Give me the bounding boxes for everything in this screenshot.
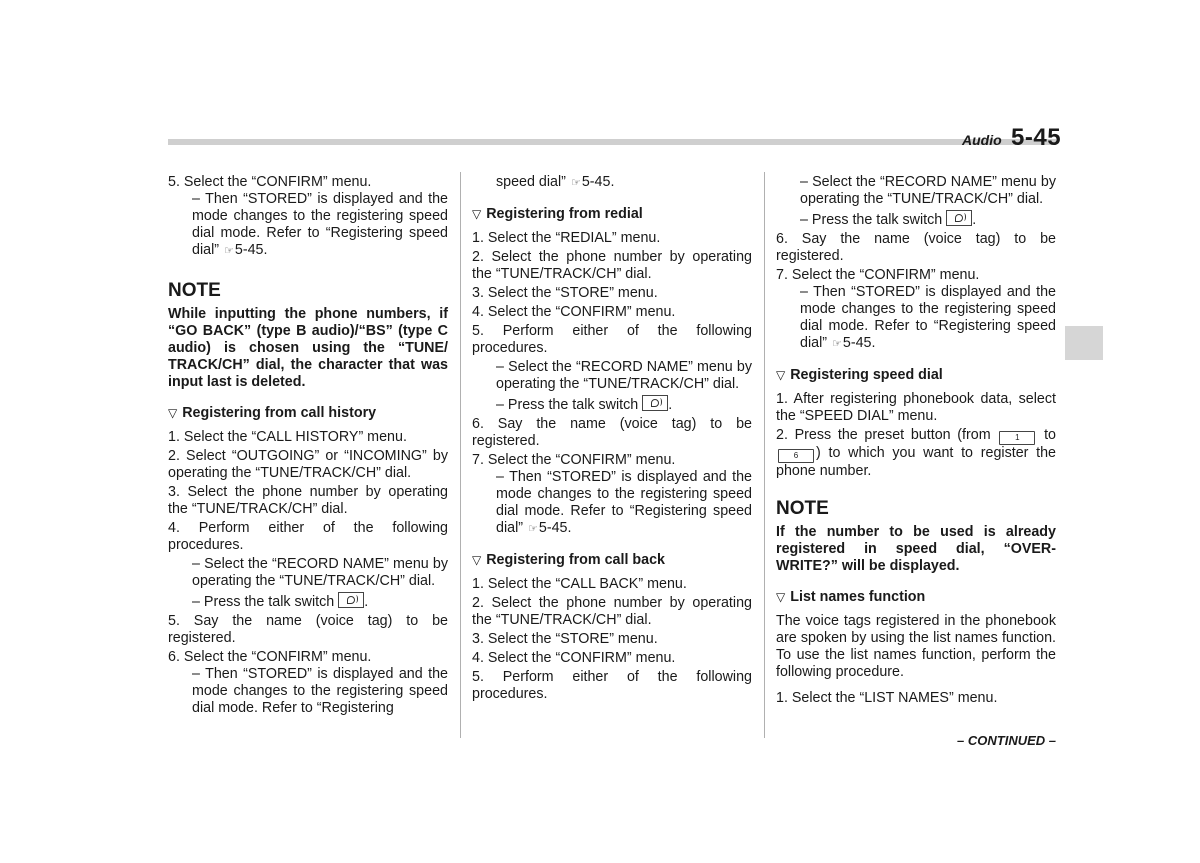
column-1: [168, 174, 448, 717]
redial-step-7: 7. Select the “CONFIRM” menu.: [472, 452, 676, 468]
call-history-step-4-option-b: – Press the talk switch .: [192, 594, 369, 610]
header-rule: [168, 139, 1056, 145]
note-title: NOTE: [776, 498, 829, 519]
step-6: 6. Say the name (voice tag) to be registered.: [776, 231, 1056, 264]
note-text: While inputting the phone numbers, if “GO BACK” (type B audio)/“BS” (type C audio) is chosen using the “TUNE/ TRACK/CH” dial, the character that was input last is deleted.: [168, 306, 448, 390]
note-title: NOTE: [168, 280, 221, 301]
redial-step-7-detail: – Then “STORED” is displayed and the mode changes to the registering speed dial mode. Refer to “Registering speed dial” ☞5-45.: [496, 469, 752, 536]
list-names-description: The voice tags registered in the phonebook are spoken by using the list names function. To use the list names function, perform the following procedure.: [776, 613, 1056, 680]
preset-button-6-icon: 6: [778, 449, 814, 463]
continued-label: – CONTINUED –: [957, 733, 1056, 748]
talk-switch-icon: [642, 395, 668, 411]
call-back-step-4: 4. Select the “CONFIRM” menu.: [472, 650, 676, 666]
triangle-icon: ▽: [776, 368, 786, 382]
page-ref-icon: ☞: [528, 523, 538, 535]
triangle-icon: ▽: [472, 207, 482, 221]
section-side-tab: [1065, 326, 1103, 360]
call-history-step-4: 4. Perform either of the following procedures.: [168, 520, 448, 553]
page-ref-icon: ☞: [224, 245, 234, 257]
talk-switch-icon: [338, 592, 364, 608]
call-back-step-3: 3. Select the “STORE” menu.: [472, 631, 658, 647]
step-5: 5. Select the “CONFIRM” menu.: [168, 174, 372, 190]
call-back-step-1: 1. Select the “CALL BACK” menu.: [472, 576, 687, 592]
call-back-step-5: 5. Perform either of the following procedures.: [472, 669, 752, 702]
triangle-icon: ▽: [472, 553, 482, 567]
column-2: [472, 174, 752, 703]
call-history-step-1: 1. Select the “CALL HISTORY” menu.: [168, 429, 407, 445]
preset-button-1-icon: 1: [999, 431, 1035, 445]
call-history-step-4-option-a: – Select the “RECORD NAME” menu by operating the “TUNE/TRACK/CH” dial.: [192, 556, 448, 589]
redial-step-4: 4. Select the “CONFIRM” menu.: [472, 304, 676, 320]
speed-dial-step-1: 1. After registering phonebook data, select the “SPEED DIAL” menu.: [776, 391, 1056, 424]
step-7: 7. Select the “CONFIRM” menu.: [776, 267, 980, 283]
column-divider-2: [764, 172, 765, 738]
redial-step-1: 1. Select the “REDIAL” menu.: [472, 230, 661, 246]
heading-call-back: ▽ Registering from call back: [472, 552, 666, 568]
heading-speed-dial: ▽ Registering speed dial: [776, 367, 943, 383]
call-history-step-6-detail: – Then “STORED” is displayed and the mode changes to the registering speed dial mode. Refer to “Registering: [192, 666, 448, 716]
heading-list-names: ▽ List names function: [776, 589, 926, 605]
call-history-step-5: 5. Say the name (voice tag) to be registered.: [168, 613, 448, 646]
step-5-detail: – Then “STORED” is displayed and the mode changes to the registering speed dial mode. Refer to “Registering speed dial” ☞5-45.: [192, 191, 448, 258]
step-5-option-b: – Press the talk switch .: [800, 212, 977, 228]
redial-step-5-option-b: – Press the talk switch .: [496, 397, 673, 413]
note-text: If the number to be used is already registered in speed dial, “OVER-WRITE?” will be displayed.: [776, 524, 1056, 574]
redial-step-3: 3. Select the “STORE” menu.: [472, 285, 658, 301]
speed-dial-step-2: 2. Press the preset button (from 1 to 6 ) to which you want to register the phone number.: [776, 427, 1056, 479]
call-history-step-3: 3. Select the phone number by operating the “TUNE/TRACK/CH” dial.: [168, 484, 448, 517]
page-number: 5-45: [1011, 124, 1062, 151]
step-5-option-a: – Select the “RECORD NAME” menu by operating the “TUNE/TRACK/CH” dial.: [800, 174, 1056, 207]
call-history-step-6: 6. Select the “CONFIRM” menu.: [168, 649, 372, 665]
call-back-step-2: 2. Select the phone number by operating the “TUNE/TRACK/CH” dial.: [472, 595, 752, 628]
triangle-icon: ▽: [168, 406, 178, 420]
continued-ref: speed dial” ☞5-45.: [496, 174, 615, 190]
step-7-detail: – Then “STORED” is displayed and the mode changes to the registering speed dial mode. Refer to “Registering speed dial” ☞5-45.: [800, 284, 1056, 351]
talk-switch-icon: [946, 210, 972, 226]
page-ref-icon: ☞: [570, 177, 581, 189]
redial-step-6: 6. Say the name (voice tag) to be registered.: [472, 416, 752, 449]
redial-step-5: 5. Perform either of the following procedures.: [472, 323, 752, 356]
column-divider-1: [460, 172, 461, 738]
redial-step-2: 2. Select the phone number by operating the “TUNE/TRACK/CH” dial.: [472, 249, 752, 282]
heading-redial: ▽ Registering from redial: [472, 206, 643, 222]
redial-step-5-option-a: – Select the “RECORD NAME” menu by operating the “TUNE/TRACK/CH” dial.: [496, 359, 752, 392]
list-names-step-1: 1. Select the “LIST NAMES” menu.: [776, 690, 998, 706]
page-ref-icon: ☞: [832, 338, 842, 350]
call-history-step-2: 2. Select “OUTGOING” or “INCOMING” by operating the “TUNE/TRACK/CH” dial.: [168, 448, 448, 481]
heading-call-history: ▽ Registering from call history: [168, 405, 377, 421]
column-3: [776, 174, 1056, 707]
section-title: Audio: [962, 132, 1002, 148]
triangle-icon: ▽: [776, 590, 786, 604]
